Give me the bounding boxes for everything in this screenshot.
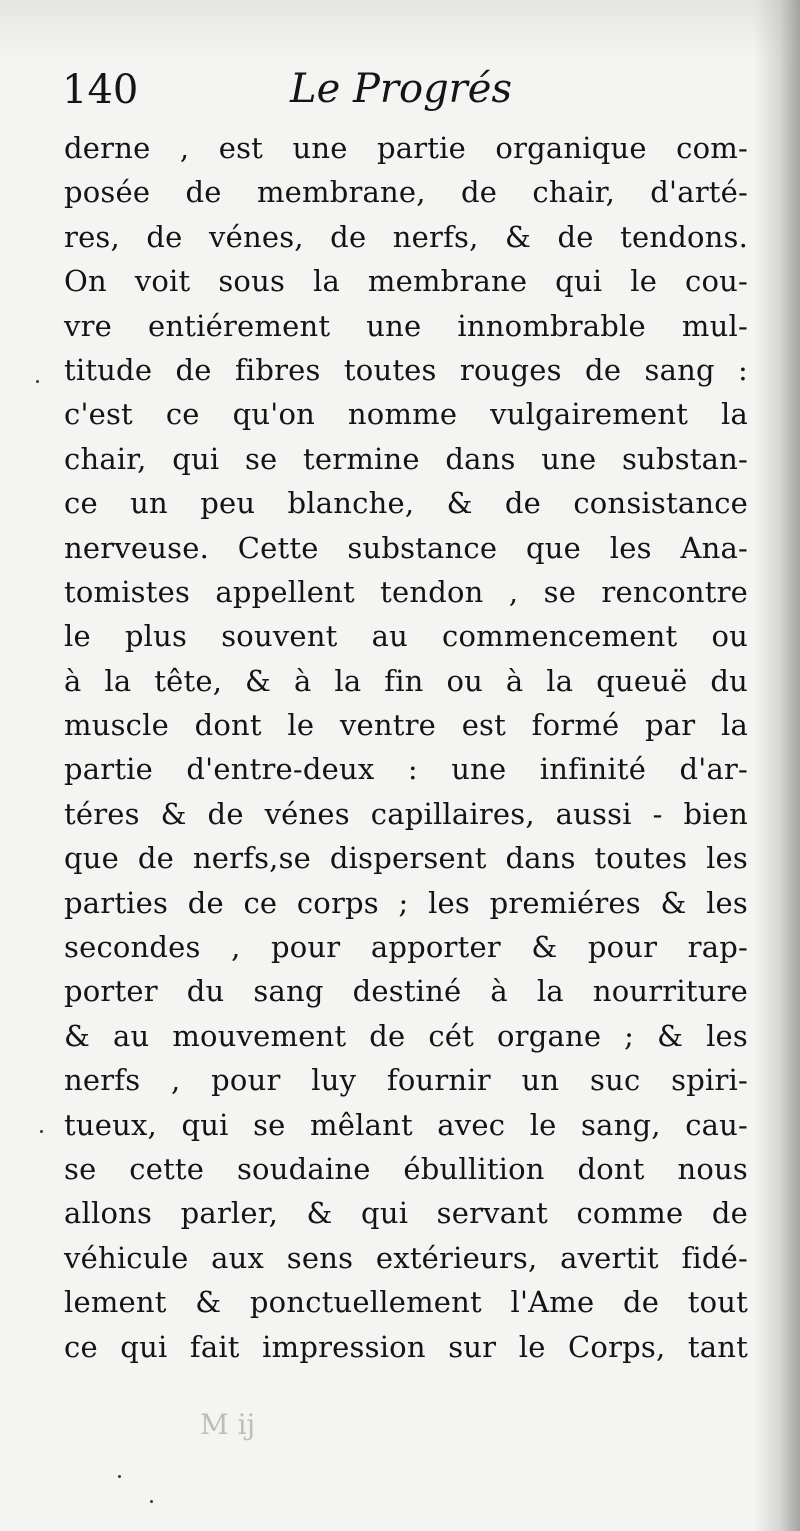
text-line: posée de membrane, de chair, d'arté- — [64, 175, 748, 210]
text-line: tueux, qui se mêlant avec le sang, cau- — [64, 1107, 748, 1142]
text-line: véhicule aux sens extérieurs, avertit fidé- — [64, 1240, 748, 1275]
text-line: partie d'entre-deux : une infinité d'ar- — [64, 752, 748, 787]
text-line: à la tête, & à la fin ou à la queuë du — [64, 663, 748, 698]
text-line: chair, qui se termine dans une substan- — [64, 441, 748, 476]
text-line: res, de vénes, de nerfs, & de tendons. — [64, 219, 748, 254]
text-line: téres & de vénes capillaires, aussi - bien — [64, 796, 748, 831]
body-text — [64, 126, 748, 1369]
text-line: nerveuse. Cette substance que les Ana- — [64, 530, 748, 565]
text-line: porter du sang destiné à la nourriture — [64, 974, 748, 1009]
text-line: tomistes appellent tendon , se rencontre — [64, 574, 748, 609]
text-line: ce qui fait impression sur le Corps, tant — [64, 1329, 748, 1364]
text-line: vre entiérement une innombrable mul- — [64, 308, 748, 343]
text-line: allons parler, & qui servant comme de — [64, 1196, 748, 1231]
text-line: que de nerfs,se dispersent dans toutes les — [64, 841, 748, 876]
text-line: On voit sous la membrane qui le cou- — [64, 264, 748, 299]
text-line: c'est ce qu'on nomme vulgairement la — [64, 397, 748, 432]
signature-mark: M ij — [200, 1408, 256, 1441]
text-line: ce un peu blanche, & de consistance — [64, 486, 748, 521]
text-line: derne , est une partie organique com- — [64, 131, 748, 165]
running-title: Le Progrés — [290, 66, 512, 112]
text-line: se cette soudaine ébullition dont nous — [64, 1151, 748, 1186]
paper-speck — [150, 1500, 153, 1503]
paper-speck — [36, 380, 39, 383]
text-line: & au mouvement de cét organe ; & les — [64, 1018, 748, 1053]
text-line: secondes , pour apporter & pour rap- — [64, 930, 748, 965]
page-edge-shadow — [754, 0, 800, 1531]
text-line: lement & ponctuellement l'Ame de tout — [64, 1285, 748, 1320]
text-line: le plus souvent au commencement ou — [64, 619, 748, 654]
paper-speck — [40, 1130, 43, 1133]
text-line: parties de ce corps ; les premiéres & les — [64, 885, 748, 920]
text-line: muscle dont le ventre est formé par la — [64, 708, 748, 743]
page-number: 140 — [62, 67, 139, 113]
text-line: nerfs , pour luy fournir un suc spiri- — [64, 1063, 748, 1098]
running-head — [62, 62, 752, 118]
paper-speck — [118, 1475, 121, 1478]
text-line: titude de fibres toutes rouges de sang : — [64, 352, 748, 387]
page-shadow — [0, 0, 800, 60]
